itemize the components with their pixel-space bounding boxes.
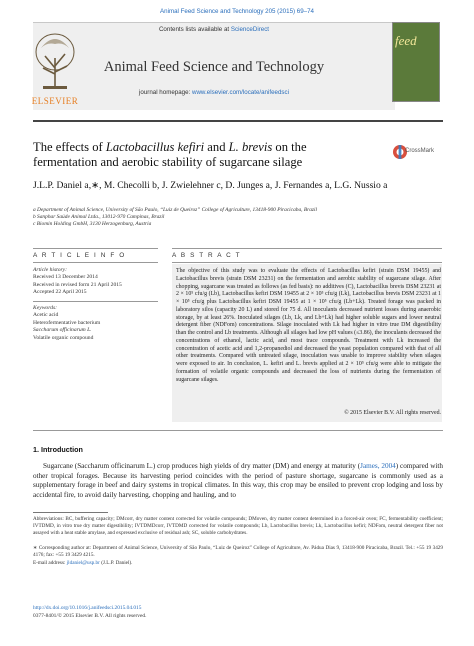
footnote-rule <box>33 512 108 513</box>
affiliation-b: b Sanphar Saúde Animal Ltda., 13012-970 Campinas, Brazil <box>33 214 165 221</box>
affiliation-a: a Department of Animal Science, University of São Paulo, “Luiz de Queiroz” College of Agriculture, 13418-900 Piracicaba, Brazil <box>33 207 318 213</box>
issn-line: 0377-8401/© 2015 Elsevier B.V. All rights reserved. <box>33 613 147 619</box>
author-list: J.L.P. Daniel a,∗, M. Checolli b, J. Zwielehner c, D. Junges a, J. Fernandes a, L.G. Nussio a <box>33 180 388 191</box>
email-suffix: (J.L.P. Daniel). <box>99 560 133 566</box>
history-received: Received 13 December 2014 <box>33 274 98 281</box>
title-part: on the fermentation and aerobic stability of sugarcane silage <box>33 140 307 169</box>
sciencedirect-link[interactable]: ScienceDirect <box>230 26 270 33</box>
history-accepted: Accepted 22 April 2015 <box>33 289 87 296</box>
cover-title: feed <box>395 33 417 48</box>
keyword-item: Acetic acid <box>33 312 59 319</box>
title-part: The effects of <box>33 140 106 154</box>
corresponding-author-footnote: ∗ Corresponding author at: Department of Animal Science, University of São Paulo, “Luiz de Queiroz” College of Agriculture, Av. Pádua Dias 9, 13418-900 Piracicaba, Brazil. Tel.: +55 19 3429 4176; fax: +55 19 3429 4215. <box>33 545 443 558</box>
journal-header <box>33 22 395 110</box>
contents-line <box>33 26 395 33</box>
article-history <box>33 267 168 297</box>
keywords-block <box>33 305 168 342</box>
journal-homepage <box>33 89 395 96</box>
history-revised: Received in revised form 21 April 2015 <box>33 281 122 288</box>
homepage-prefix: journal homepage: <box>139 89 192 96</box>
section-divider <box>33 430 443 431</box>
intro-text-part: Sugarcane (Saccharum officinarum L.) crop produces high yields of dry matter (DM) and energy at maturity ( <box>43 462 361 470</box>
intro-heading: 1. Introduction <box>33 445 83 454</box>
article-info-heading: A R T I C L E I N F O <box>33 252 126 259</box>
affiliations <box>33 207 443 229</box>
affiliation-c: c Biomin Holding GmbH, 3130 Herzogenburg, Austria <box>33 221 152 228</box>
keyword-item: Heterofermentative bacterium <box>33 319 101 326</box>
email-footnote <box>33 560 443 567</box>
email-prefix: E-mail address: <box>33 560 67 566</box>
abstract-rule-mid <box>172 262 442 263</box>
contents-prefix: Contents lists available at <box>158 26 231 33</box>
title-species-1: Lactobacillus kefiri <box>105 140 205 154</box>
intro-text-part: ) compared with other tropical forages. Because its harvesting period coincides with the period of pasture shortage, sugarcane is commonly used as a supplementary forage in beef and dairy systems in tropical climates. In this way, this crop may be ensiled to prevent crop lodging and loss by accidental fire, to avoid daily harvesting, chopping and hauling, and to <box>33 462 444 499</box>
elsevier-tree-logo <box>33 28 77 94</box>
abstract-rule-top <box>172 248 442 249</box>
paper-title <box>33 140 373 170</box>
header-divider <box>33 120 443 122</box>
abstract-text: The objective of this study was to evaluate the effects of Lactobacillus kefiri (strain DSM 19455) and Lactobacillus brevis (strain DSM 23231) on the fermentation and aerobic stability of sugarcane silage. After chopping, sugarcane was treated as follows (as fed basis): no additives (C), Lactobacillus brevis DSM 23231 at 2 × 10⁵ cfu/g (Lb), Lactobacillus kefiri DSM 19455 at 2 × 10⁵ cfu/g (Lk), Lactobacillus brevis DSM 23231 at 1 × 10⁵ cfu/g plus Lactobacillus kefiri DSM 19455 at 1 × 10⁵ cfu/g (Lb+Lk). Treated forage was packed in laboratory silos (capacity 20 L) and stored for 75 d. All inoculants decreased nutrient losses during anaerobic storage, by at least 26%. Inoculated silages (Lb, Lk, and Lb+Lk) had higher soluble sugars and lower neutral detergent fiber (NDFom) concentrations. Silage inoculated with Lk had higher in vitro true DM digestibility than the control and Lb treatments. Although all silages had low pH values (≤3.86), the inoculants decreased the concentrations of ethanol, lactic acid, and most trace compounds. Treatment with Lk increased the concentration of acetic acid and 1,2-propanediol and decreased the yeast population compared with that of all other treatments. Compared with untreated silage, inoculation was unable to improve stability when silages were exposed to air. In conclusion, L. kefiri and L. brevis applied at 2 × 10⁵ cfu/g were able to mitigate the formation of volatile organic compounds and decreased the loss of nutrients during the fermentation of sugarcane silages. <box>176 268 441 383</box>
citation-link[interactable]: James, 2004 <box>360 462 396 470</box>
article-info-rule-mid <box>33 262 158 263</box>
abbreviations-footnote: Abbreviations: BC, buffering capacity; DMcorr, dry matter content corrected for volatile compounds; DMoven, dry matter content determined in a forced-air oven; FC, fermentability coefficient; IVTDMD, in vitro true dry matter digestibility; IVTDMDcorr, IVTDMD corrected for volatile compounds; Lb, Lactobacillus brevis; Lk, Lactobacillus kefiri; NDFom, neutral detergent fiber not assayed with a heat stable amylase, and expressed exclusive of residual ash; SC, soluble carbohydrates. <box>33 516 443 536</box>
keyword-item: Volatile organic compound <box>33 334 94 341</box>
article-info-rule-top <box>33 248 158 249</box>
keywords-rule <box>33 301 158 302</box>
title-part: and <box>204 140 229 154</box>
journal-reference[interactable]: Animal Feed Science and Technology 205 (2015) 69–74 <box>160 8 314 15</box>
crossmark-label[interactable]: CrossMark <box>405 148 435 154</box>
keyword-item: Saccharum officinarum L. <box>33 327 92 334</box>
title-species-2: L. brevis <box>228 140 273 154</box>
journal-title: Animal Feed Science and Technology <box>103 59 325 75</box>
history-label: Article history: <box>33 267 68 273</box>
abstract-heading: A B S T R A C T <box>172 252 242 259</box>
elsevier-wordmark: ELSEVIER <box>31 96 79 106</box>
email-link[interactable]: jldaniel@usp.br <box>66 560 100 566</box>
intro-paragraph <box>33 462 443 500</box>
doi-link[interactable]: http://dx.doi.org/10.1016/j.anifeedsci.2015.04.015 <box>33 605 142 611</box>
abstract-copyright: © 2015 Elsevier B.V. All rights reserved. <box>344 410 441 416</box>
homepage-link[interactable]: www.elsevier.com/locate/anifeedsci <box>192 89 289 96</box>
keywords-label: Keywords: <box>33 305 58 311</box>
